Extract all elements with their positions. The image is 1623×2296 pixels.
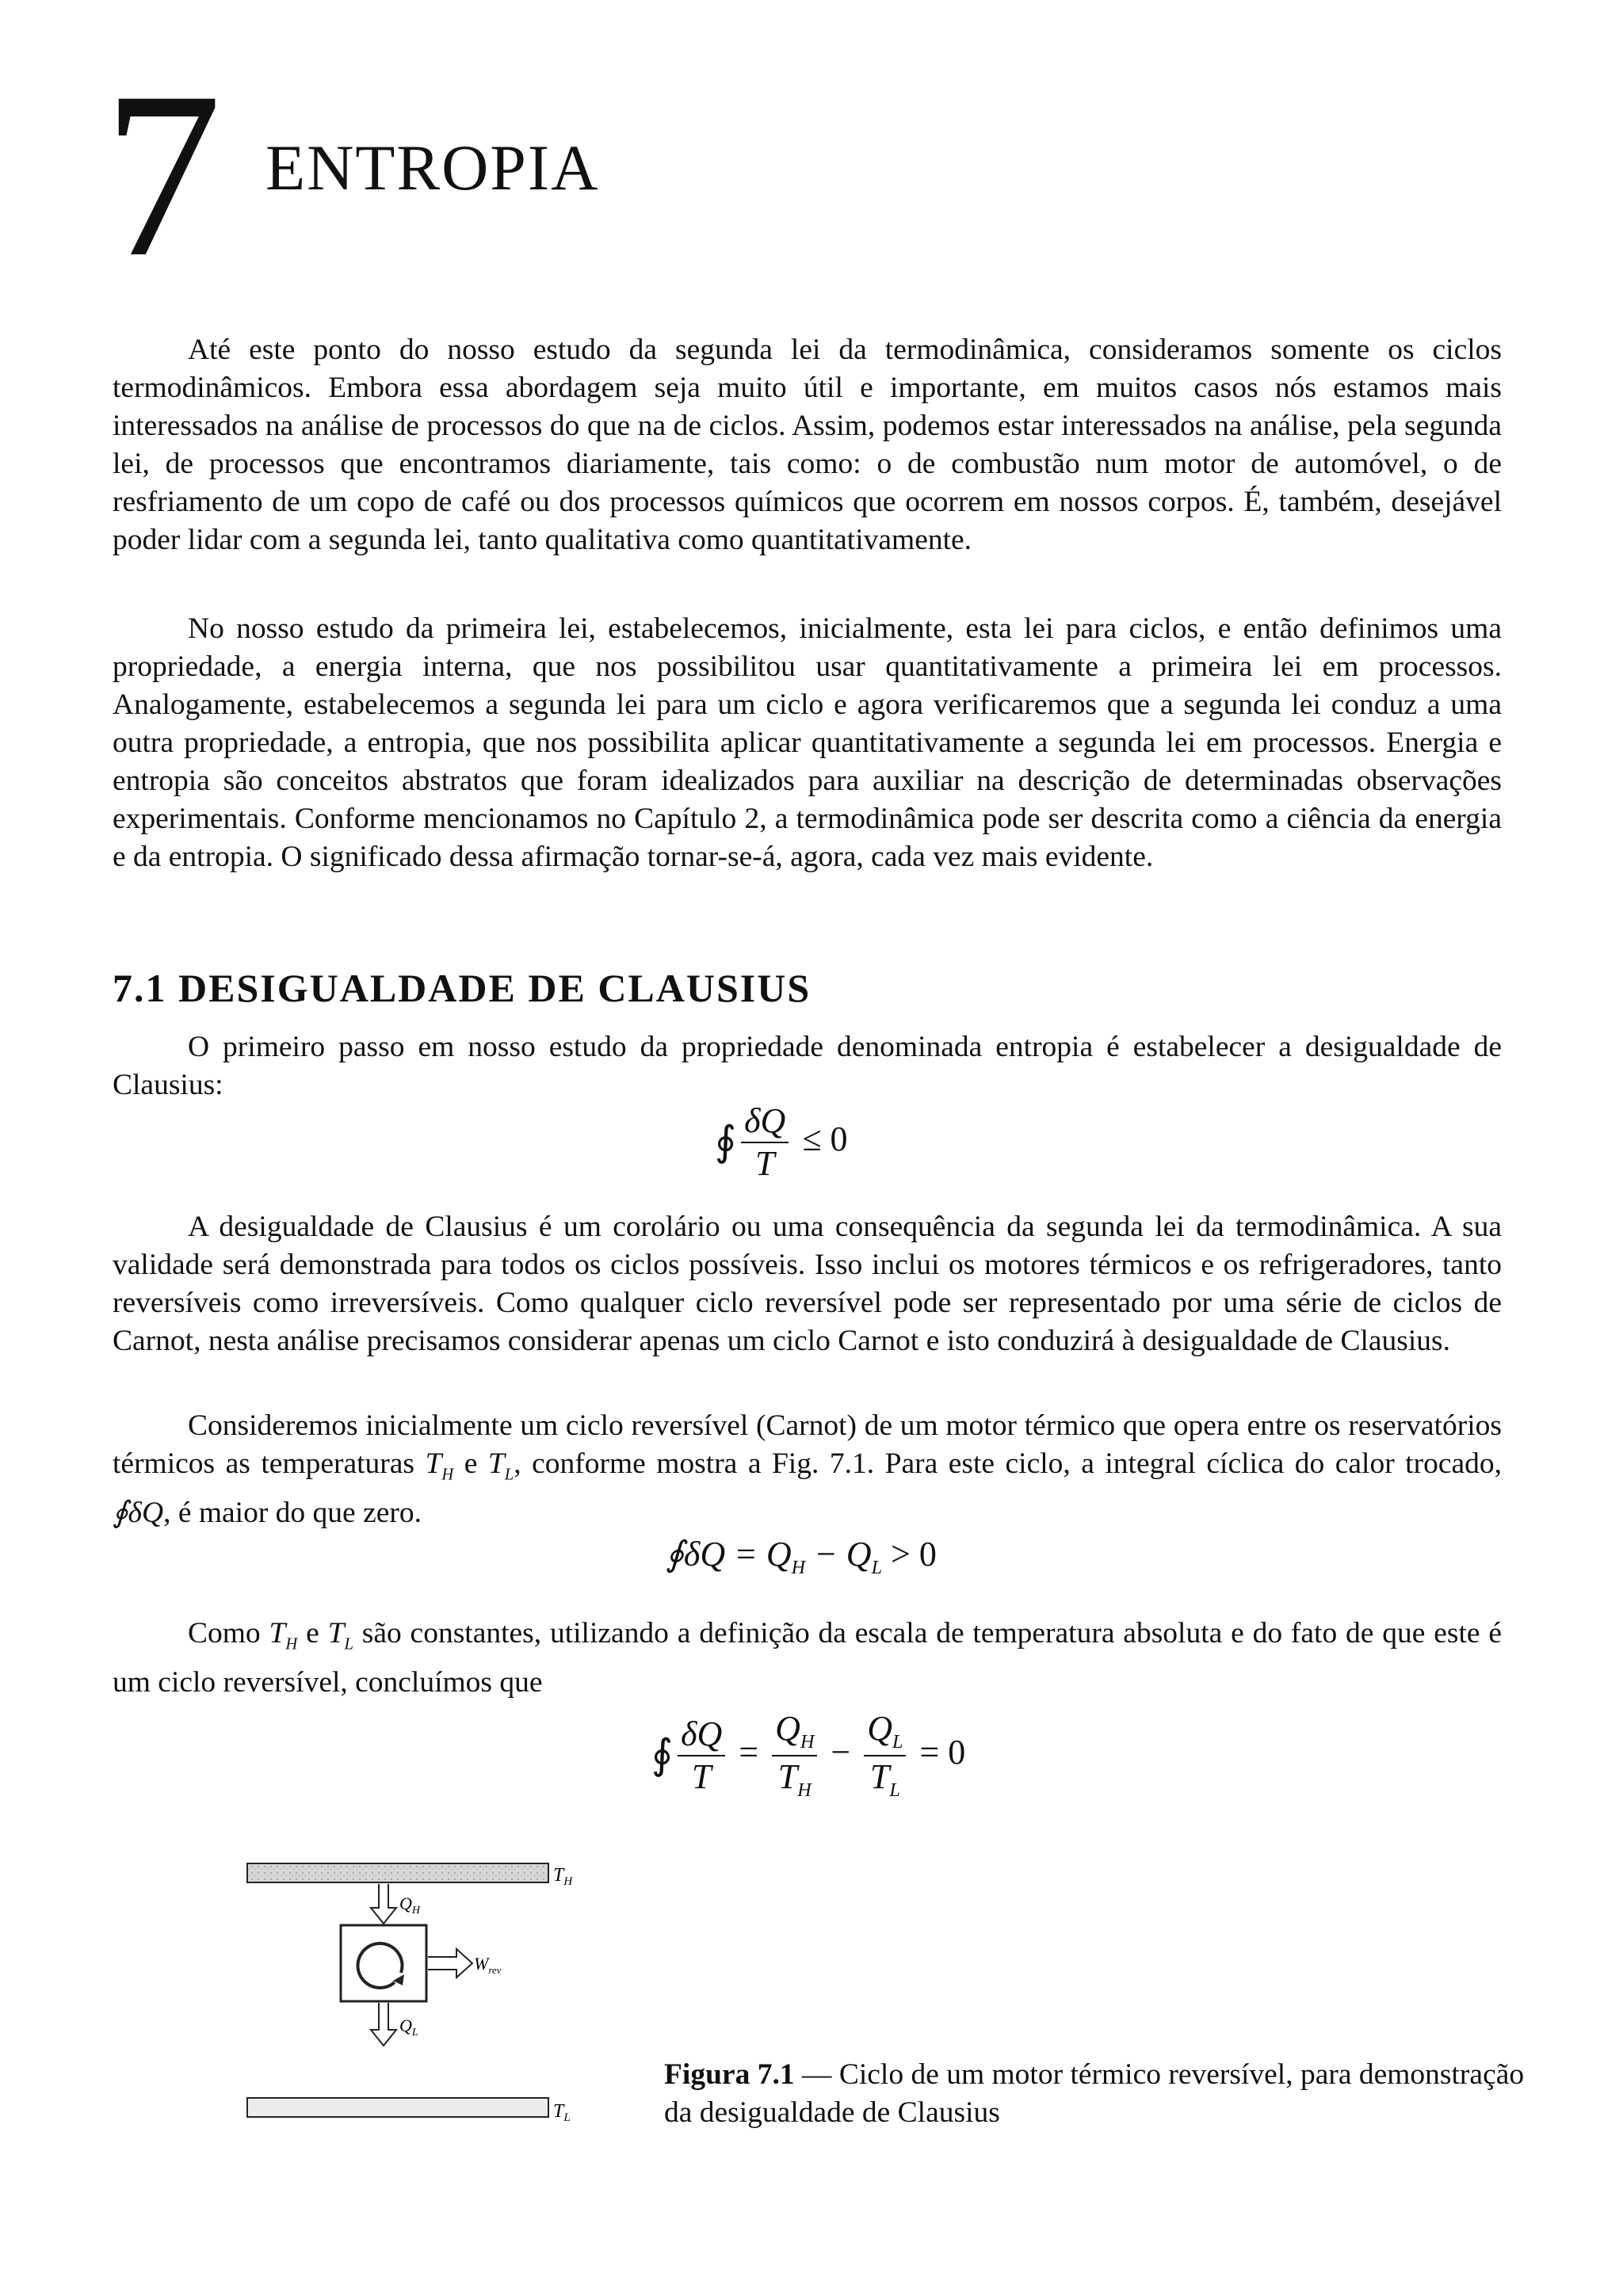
text-run: e	[453, 1447, 488, 1480]
text-run: Como	[188, 1617, 269, 1650]
w-label: $W_{rev}$	[474, 1954, 502, 1976]
qh-label: $Q_H$	[399, 1894, 421, 1917]
text-run: , conforme mostra a Fig. 7.1. Para este ciclo, a integral cíclica do calor trocado,	[514, 1447, 1502, 1480]
fraction-numerator: δQ	[741, 1104, 789, 1143]
heat-engine-box	[341, 1925, 426, 2001]
chapter-number: 7	[103, 43, 222, 306]
work-arrow	[428, 1949, 472, 1978]
symbol-tl: $T_L$	[487, 1447, 514, 1484]
tl-label: $T_L$	[553, 2101, 571, 2124]
qh-arrow	[371, 1884, 396, 1924]
intro-paragraph-1: Até este ponto do nosso estudo da segunda lei da termodinâmica, consideramos somente os ciclos termodinâmicos. Embora essa abordagem seja muito útil e importante, em muitos casos nós estamos mais interessados na análise de processos do que na de ciclos. Assim, podemos estar interessados na análise, pela segunda lei, de processos que encontramos diariamente, tais como: o de combustão num motor de automóvel, o de resfriamento de um copo de café ou dos processos químicos que ocorrem em nossos corpos. É, também, desejável poder lidar com a segunda lei, tanto qualitativa como quantitativamente.	[113, 334, 1502, 556]
equation-clausius-inequality	[715, 1101, 848, 1183]
figure-carnot-engine-diagram	[238, 1846, 634, 2163]
ql-arrow	[371, 2003, 396, 2046]
text-run: e	[297, 1617, 328, 1650]
figure-caption	[664, 2056, 1536, 2132]
symbol-tl: $T_L$	[327, 1617, 353, 1653]
text-run: são constantes, utilizando a definição da escala de temperatura absoluta e do fato de que este é um ciclo reversível, concluímos que	[113, 1617, 1502, 1699]
cyclic-integral-symbol: ∮	[715, 1119, 737, 1165]
fraction	[741, 1101, 789, 1183]
fraction: $\frac{Q_L}{T_L}$	[864, 1711, 906, 1800]
ql-label: $Q_L$	[399, 2016, 418, 2039]
section-heading: 7.1 DESIGUALDADE DE CLAUSIUS	[113, 966, 812, 1010]
section-paragraph-4	[113, 1615, 1502, 1702]
section-paragraph-3	[113, 1407, 1502, 1532]
fraction: $\frac{Q_H}{T_H}$	[772, 1711, 817, 1800]
cyclic-integral-symbol: ∮	[651, 1733, 674, 1778]
section-paragraph-2: A desigualdade de Clausius é um corolário ou uma consequência da segunda lei da termodinâmica. A sua validade será demonstrada para todos os ciclos possíveis. Isso inclui os motores térmicos e os refrigeradores, tanto reversíveis como irreversíveis. Como qualquer ciclo reversível pode ser representado por uma série de ciclos de Carnot, nesta análise precisamos considerar apenas um ciclo Carnot e isto conduzirá à desigualdade de Clausius.	[113, 1211, 1502, 1357]
inline-cyclic-integral: ∮δQ	[113, 1496, 164, 1529]
th-label: $T_H$	[553, 1865, 573, 1888]
symbol-th: $T_H$	[425, 1447, 454, 1484]
cold-reservoir	[247, 2098, 548, 2117]
intro-paragraph-2: No nosso estudo da primeira lei, estabelecemos, inicialmente, esta lei para ciclos, e então definimos uma propriedade, a energia interna, que nos possibilitou usar quantitativamente a primeira lei em processos. Analogamente, estabelecemos a segunda lei para um ciclo e agora verificaremos que a segunda lei conduz a uma outra propriedade, a entropia, que nos possibilita aplicar quantitativamente a segunda lei em processos. Energia e entropia são conceitos abstratos que foram idealizados para auxiliar na descrição de determinadas observações experimentais. Conforme mencionamos no Capítulo 2, a termodinâmica pode ser descrita como a ciência da energia e da entropia. O significado dessa afirmação tornar-se-á, agora, cada vez mais evidente.	[113, 612, 1502, 873]
section-paragraph-1: O primeiro passo em nosso estudo da propriedade denominada entropia é estabelecer a desigualdade de Clausius:	[113, 1031, 1502, 1101]
fraction: $\frac{\delta Q}{T}$	[678, 1717, 725, 1794]
equation-reversible-cycle: ∮ $\frac{\delta Q}{T}$ = $\frac{Q_H}{T_H}$ − $\frac{Q_L}{T_L}$ = 0	[651, 1709, 966, 1801]
chapter-title: ENTROPIA	[265, 132, 600, 204]
equation-rhs: ≤ 0	[802, 1119, 848, 1159]
text-run: , é maior do que zero.	[163, 1496, 422, 1529]
hot-reservoir	[247, 1863, 548, 1882]
caption-label: Figura 7.1	[664, 2058, 795, 2091]
equation-cyclic-heat: ∮δQ = $Q_H - Q_L > 0$	[666, 1535, 937, 1578]
fraction-denominator: T	[754, 1144, 775, 1183]
caption-text: — Ciclo de um motor térmico reversível, para demonstração da desigualdade de Clausius	[664, 2058, 1525, 2129]
symbol-th: $T_H$	[269, 1617, 298, 1653]
text-run: Consideremos inicialmente um ciclo reversível (Carnot) de um motor térmico que opera entre os reservatórios térmicos as temperaturas	[113, 1409, 1502, 1480]
